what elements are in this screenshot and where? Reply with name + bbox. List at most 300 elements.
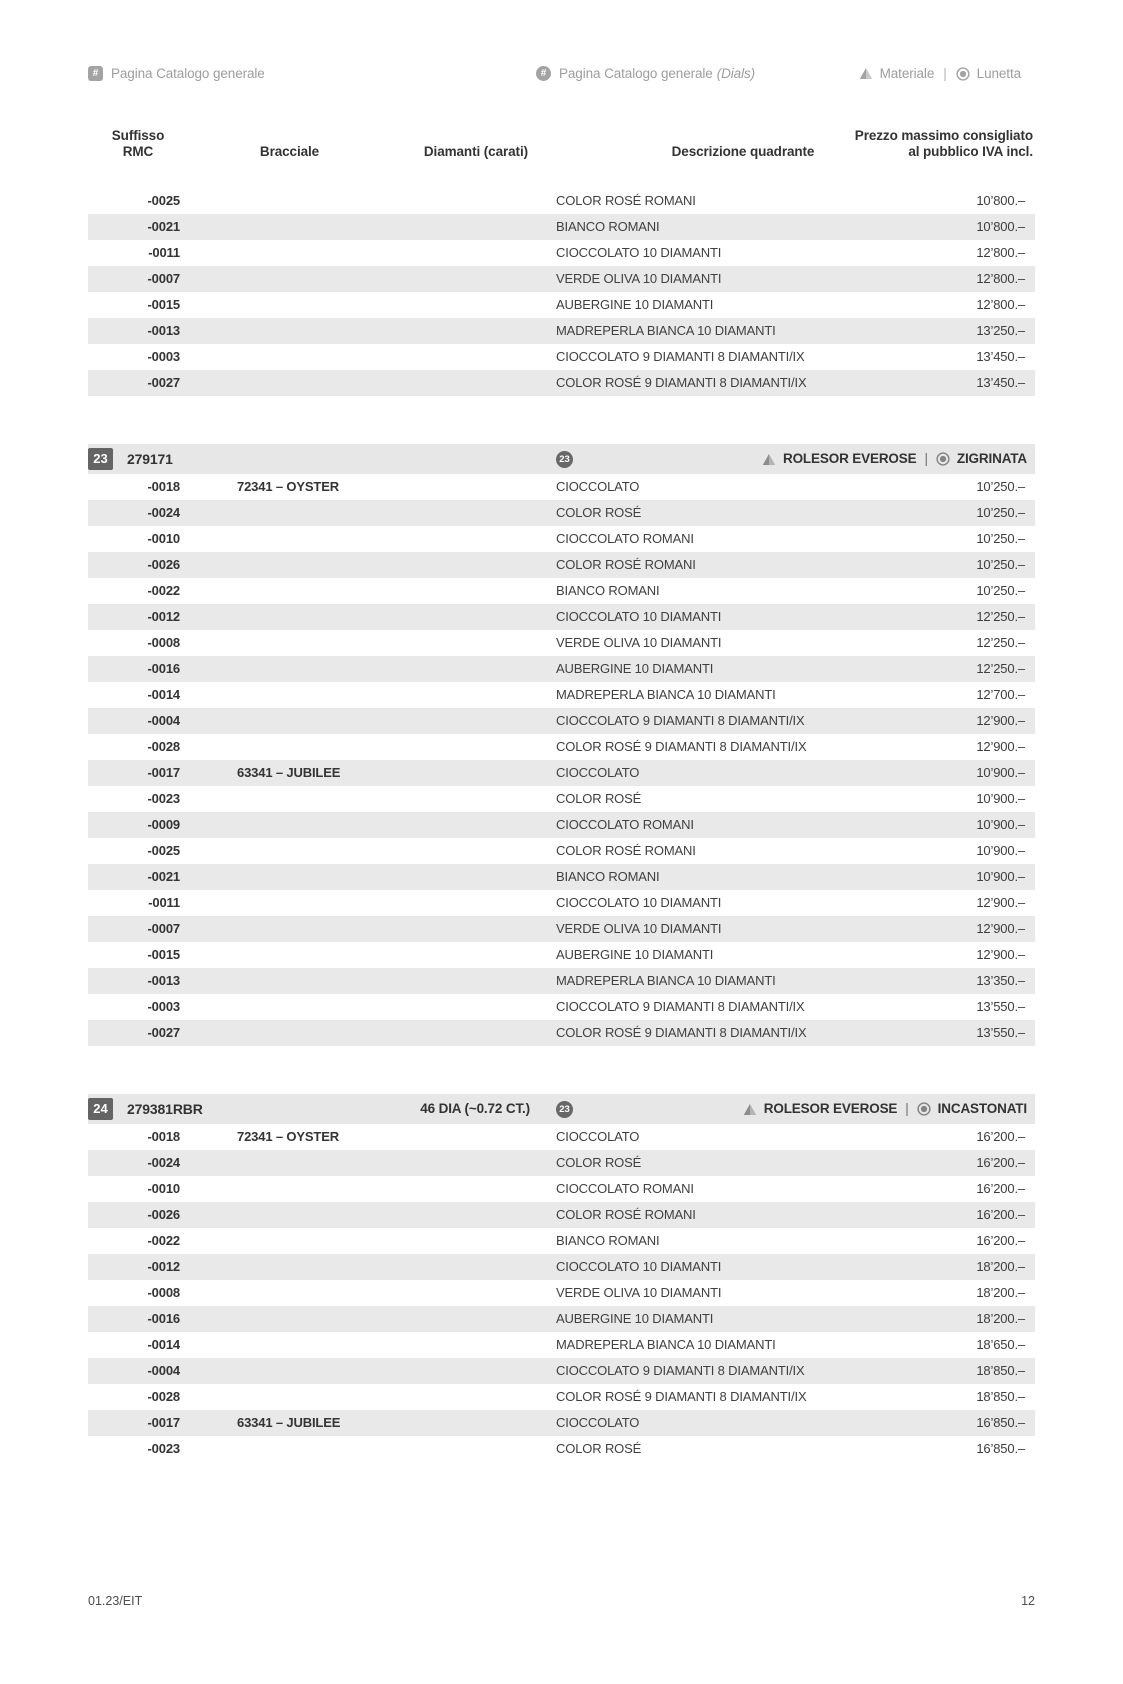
row-suffix-rmc: -0012 xyxy=(147,609,180,624)
row-dial-description: CIOCCOLATO 10 DIAMANTI xyxy=(556,245,722,260)
row-dial-description: CIOCCOLATO ROMANI xyxy=(556,531,694,546)
row-dial-description: BIANCO ROMANI xyxy=(556,583,660,598)
row-bracelet xyxy=(180,188,390,214)
row-bracelet xyxy=(180,526,390,552)
table-row xyxy=(88,1124,1035,1150)
row-suffix-rmc: -0010 xyxy=(147,531,180,546)
table-row xyxy=(88,266,1035,292)
row-diamonds xyxy=(390,916,530,942)
row-bracelet xyxy=(180,1150,390,1176)
row-price: 12’250.– xyxy=(976,609,1025,624)
row-bracelet xyxy=(180,1020,390,1046)
row-price: 10’800.– xyxy=(976,193,1025,208)
row-diamonds xyxy=(390,1254,530,1280)
row-price: 16’200.– xyxy=(976,1233,1025,1248)
row-bracelet xyxy=(180,864,390,890)
material-bezel-separator: | xyxy=(924,451,928,466)
dial-page-number-badge: 23 xyxy=(556,451,573,468)
row-bracelet xyxy=(180,240,390,266)
row-dial-description: COLOR ROSÉ xyxy=(556,791,642,806)
row-dial-description: COLOR ROSÉ 9 DIAMANTI 8 DIAMANTI/IX xyxy=(556,739,807,754)
row-bracelet xyxy=(180,812,390,838)
row-diamonds xyxy=(390,1384,530,1410)
section-header xyxy=(88,444,1035,474)
row-diamonds xyxy=(390,214,530,240)
row-price: 10’250.– xyxy=(976,557,1025,572)
table-row xyxy=(88,734,1035,760)
row-price: 13’450.– xyxy=(976,349,1025,364)
row-bracelet xyxy=(180,578,390,604)
table-row xyxy=(88,656,1035,682)
row-dial-description: CIOCCOLATO 9 DIAMANTI 8 DIAMANTI/IX xyxy=(556,713,805,728)
row-diamonds xyxy=(390,604,530,630)
row-suffix-rmc: -0027 xyxy=(147,1025,180,1040)
row-dial-description: MADREPERLA BIANCA 10 DIAMANTI xyxy=(556,1337,776,1352)
section-rows xyxy=(88,188,1035,396)
row-dial-description: CIOCCOLATO xyxy=(556,479,640,494)
row-suffix-rmc: -0013 xyxy=(147,973,180,988)
row-suffix-rmc: -0017 xyxy=(147,1415,180,1430)
table-row xyxy=(88,1306,1035,1332)
row-price: 13’450.– xyxy=(976,375,1025,390)
row-dial-description: COLOR ROSÉ ROMANI xyxy=(556,193,696,208)
row-suffix-rmc: -0024 xyxy=(147,1155,180,1170)
row-dial-description: VERDE OLIVA 10 DIAMANTI xyxy=(556,635,722,650)
row-bracelet xyxy=(180,916,390,942)
row-price: 16’200.– xyxy=(976,1207,1025,1222)
section-diamonds-carats: 46 DIA (~0.72 CT.) xyxy=(420,1101,530,1116)
row-bracelet xyxy=(180,500,390,526)
row-diamonds xyxy=(390,1150,530,1176)
row-bracelet xyxy=(180,1254,390,1280)
column-header-bracelet: Bracciale xyxy=(259,144,320,159)
row-bracelet xyxy=(180,318,390,344)
row-dial-description: COLOR ROSÉ 9 DIAMANTI 8 DIAMANTI/IX xyxy=(556,375,807,390)
row-price: 12’900.– xyxy=(976,739,1025,754)
footer-page-number: 12 xyxy=(1021,1594,1035,1608)
row-dial-description: CIOCCOLATO 9 DIAMANTI 8 DIAMANTI/IX xyxy=(556,1363,805,1378)
row-diamonds xyxy=(390,708,530,734)
table-row xyxy=(88,1254,1035,1280)
table-row xyxy=(88,1202,1035,1228)
row-price: 10’900.– xyxy=(976,843,1025,858)
row-dial-description: COLOR ROSÉ ROMANI xyxy=(556,557,696,572)
row-bracelet xyxy=(180,1202,390,1228)
table-row xyxy=(88,1332,1035,1358)
row-diamonds xyxy=(390,370,530,396)
row-bracelet xyxy=(180,630,390,656)
row-price: 13’350.– xyxy=(976,973,1025,988)
table-row xyxy=(88,370,1035,396)
row-diamonds xyxy=(390,682,530,708)
material-triangle-icon xyxy=(859,67,873,80)
row-diamonds xyxy=(390,1020,530,1046)
hash-circle-icon: # xyxy=(536,66,551,81)
table-row xyxy=(88,786,1035,812)
row-diamonds xyxy=(390,760,530,786)
row-bracelet xyxy=(180,890,390,916)
nav-catalog-page-dials xyxy=(536,66,755,81)
row-suffix-rmc: -0003 xyxy=(147,349,180,364)
model-section xyxy=(88,1094,1035,1462)
row-dial-description: MADREPERLA BIANCA 10 DIAMANTI xyxy=(556,687,776,702)
table-row xyxy=(88,1176,1035,1202)
row-suffix-rmc: -0022 xyxy=(147,1233,180,1248)
row-diamonds xyxy=(390,864,530,890)
row-diamonds xyxy=(390,266,530,292)
table-row xyxy=(88,526,1035,552)
table-row xyxy=(88,318,1035,344)
row-price: 12’250.– xyxy=(976,661,1025,676)
row-diamonds xyxy=(390,318,530,344)
row-suffix-rmc: -0021 xyxy=(147,219,180,234)
nav-catalog-page xyxy=(88,66,265,81)
table-row xyxy=(88,994,1035,1020)
table-row xyxy=(88,1150,1035,1176)
row-diamonds xyxy=(390,812,530,838)
row-bracelet xyxy=(180,1228,390,1254)
row-suffix-rmc: -0013 xyxy=(147,323,180,338)
row-price: 16’200.– xyxy=(976,1181,1025,1196)
row-suffix-rmc: -0025 xyxy=(147,843,180,858)
row-suffix-rmc: -0023 xyxy=(147,1441,180,1456)
model-section xyxy=(88,444,1035,1046)
row-suffix-rmc: -0012 xyxy=(147,1259,180,1274)
material-triangle-icon xyxy=(743,1103,757,1116)
table-row xyxy=(88,1020,1035,1046)
column-header-suffix-rmc: Suffisso RMC xyxy=(111,128,165,159)
row-price: 12’900.– xyxy=(976,713,1025,728)
row-price: 10’900.– xyxy=(976,817,1025,832)
nav-dials-suffix: (Dials) xyxy=(716,66,756,81)
bezel-label: ZIGRINATA xyxy=(956,451,1027,466)
row-diamonds xyxy=(390,1332,530,1358)
row-price: 18’650.– xyxy=(976,1337,1025,1352)
row-price: 12’900.– xyxy=(976,921,1025,936)
row-price: 10’250.– xyxy=(976,531,1025,546)
section-rows xyxy=(88,1124,1035,1462)
row-bracelet xyxy=(180,968,390,994)
row-bracelet xyxy=(180,604,390,630)
row-diamonds xyxy=(390,292,530,318)
table-row xyxy=(88,942,1035,968)
row-dial-description: COLOR ROSÉ xyxy=(556,505,642,520)
material-label: ROLESOR EVEROSE xyxy=(782,451,917,466)
row-price: 16’850.– xyxy=(976,1441,1025,1456)
row-diamonds xyxy=(390,942,530,968)
row-dial-description: VERDE OLIVA 10 DIAMANTI xyxy=(556,271,722,286)
table-row xyxy=(88,1280,1035,1306)
row-suffix-rmc: -0025 xyxy=(147,193,180,208)
row-price: 16’200.– xyxy=(976,1129,1025,1144)
row-dial-description: AUBERGINE 10 DIAMANTI xyxy=(556,1311,714,1326)
row-diamonds xyxy=(390,1176,530,1202)
row-price: 18’200.– xyxy=(976,1259,1025,1274)
row-dial-description: AUBERGINE 10 DIAMANTI xyxy=(556,947,714,962)
row-price: 12’250.– xyxy=(976,635,1025,650)
row-diamonds xyxy=(390,1124,530,1150)
material-legend-label: Materiale xyxy=(879,66,935,81)
row-suffix-rmc: -0022 xyxy=(147,583,180,598)
row-suffix-rmc: -0028 xyxy=(147,1389,180,1404)
row-price: 10’900.– xyxy=(976,869,1025,884)
row-diamonds xyxy=(390,188,530,214)
section-rows xyxy=(88,474,1035,1046)
section-material-bezel xyxy=(743,1094,1027,1124)
section-material-bezel xyxy=(762,444,1027,474)
row-diamonds xyxy=(390,786,530,812)
row-suffix-rmc: -0004 xyxy=(147,713,180,728)
table-row xyxy=(88,578,1035,604)
row-diamonds xyxy=(390,1306,530,1332)
row-diamonds xyxy=(390,1410,530,1436)
material-label: ROLESOR EVEROSE xyxy=(763,1101,898,1116)
row-bracelet xyxy=(180,838,390,864)
row-bracelet xyxy=(180,1280,390,1306)
table-row xyxy=(88,916,1035,942)
section-rmc-reference: 279381RBR xyxy=(127,1101,203,1117)
row-price: 10’900.– xyxy=(976,765,1025,780)
row-price: 13’550.– xyxy=(976,999,1025,1014)
row-price: 18’850.– xyxy=(976,1389,1025,1404)
table-row xyxy=(88,682,1035,708)
row-bracelet xyxy=(180,682,390,708)
table-row xyxy=(88,708,1035,734)
row-suffix-rmc: -0026 xyxy=(147,557,180,572)
row-price: 18’200.– xyxy=(976,1285,1025,1300)
table-row xyxy=(88,864,1035,890)
section-number-badge: 24 xyxy=(88,1098,113,1120)
row-dial-description: CIOCCOLATO ROMANI xyxy=(556,817,694,832)
row-suffix-rmc: -0007 xyxy=(147,921,180,936)
row-suffix-rmc: -0011 xyxy=(148,895,180,910)
row-dial-description: CIOCCOLATO 9 DIAMANTI 8 DIAMANTI/IX xyxy=(556,349,805,364)
row-dial-description: CIOCCOLATO ROMANI xyxy=(556,1181,694,1196)
row-price: 10’250.– xyxy=(976,479,1025,494)
row-dial-description: VERDE OLIVA 10 DIAMANTI xyxy=(556,1285,722,1300)
row-price: 10’900.– xyxy=(976,791,1025,806)
row-bracelet xyxy=(180,344,390,370)
dial-page-number-badge: 23 xyxy=(556,1101,573,1118)
row-suffix-rmc: -0018 xyxy=(147,1129,180,1144)
table-row xyxy=(88,552,1035,578)
row-dial-description: AUBERGINE 10 DIAMANTI xyxy=(556,297,714,312)
row-diamonds xyxy=(390,1436,530,1462)
nav-separator: | xyxy=(943,66,947,81)
row-suffix-rmc: -0015 xyxy=(147,297,180,312)
price-table xyxy=(88,188,1035,1462)
row-diamonds xyxy=(390,474,530,500)
row-dial-description: CIOCCOLATO 9 DIAMANTI 8 DIAMANTI/IX xyxy=(556,999,805,1014)
row-diamonds xyxy=(390,838,530,864)
section-header xyxy=(88,1094,1035,1124)
top-nav xyxy=(88,66,1035,84)
row-dial-description: BIANCO ROMANI xyxy=(556,869,660,884)
row-suffix-rmc: -0014 xyxy=(147,1337,180,1352)
row-suffix-rmc: -0028 xyxy=(147,739,180,754)
table-row xyxy=(88,630,1035,656)
row-price: 12’700.– xyxy=(976,687,1025,702)
row-dial-description: CIOCCOLATO 10 DIAMANTI xyxy=(556,1259,722,1274)
row-suffix-rmc: -0018 xyxy=(147,479,180,494)
row-diamonds xyxy=(390,734,530,760)
row-price: 12’900.– xyxy=(976,895,1025,910)
hash-square-icon: # xyxy=(88,66,103,81)
column-header-price: Prezzo massimo consigliato al pubblico IVA incl. xyxy=(854,128,1033,159)
row-suffix-rmc: -0027 xyxy=(147,375,180,390)
row-bracelet xyxy=(180,1436,390,1462)
model-section xyxy=(88,188,1035,396)
bezel-icon xyxy=(917,1102,931,1116)
table-row xyxy=(88,214,1035,240)
row-diamonds xyxy=(390,552,530,578)
bezel-label: INCASTONATI xyxy=(937,1101,1027,1116)
row-price: 10’250.– xyxy=(976,583,1025,598)
row-bracelet: 72341 – OYSTER xyxy=(237,1129,339,1144)
row-bracelet: 72341 – OYSTER xyxy=(237,479,339,494)
row-suffix-rmc: -0026 xyxy=(147,1207,180,1222)
row-bracelet xyxy=(180,708,390,734)
row-dial-description: COLOR ROSÉ xyxy=(556,1441,642,1456)
row-bracelet: 63341 – JUBILEE xyxy=(237,765,341,780)
table-row xyxy=(88,812,1035,838)
row-price: 16’850.– xyxy=(976,1415,1025,1430)
row-dial-description: CIOCCOLATO 10 DIAMANTI xyxy=(556,895,722,910)
row-bracelet xyxy=(180,656,390,682)
material-triangle-icon xyxy=(762,453,776,466)
row-diamonds xyxy=(390,994,530,1020)
row-bracelet xyxy=(180,942,390,968)
row-suffix-rmc: -0010 xyxy=(147,1181,180,1196)
table-row xyxy=(88,1410,1035,1436)
row-suffix-rmc: -0004 xyxy=(147,1363,180,1378)
row-dial-description: BIANCO ROMANI xyxy=(556,1233,660,1248)
row-bracelet xyxy=(180,214,390,240)
table-row xyxy=(88,1436,1035,1462)
row-bracelet xyxy=(180,786,390,812)
row-diamonds xyxy=(390,630,530,656)
row-diamonds xyxy=(390,500,530,526)
row-dial-description: COLOR ROSÉ 9 DIAMANTI 8 DIAMANTI/IX xyxy=(556,1025,807,1040)
row-dial-description: COLOR ROSÉ ROMANI xyxy=(556,843,696,858)
table-row xyxy=(88,838,1035,864)
row-bracelet: 63341 – JUBILEE xyxy=(237,1415,341,1430)
row-suffix-rmc: -0016 xyxy=(147,1311,180,1326)
table-row xyxy=(88,188,1035,214)
row-price: 16’200.– xyxy=(976,1155,1025,1170)
section-rmc-reference: 279171 xyxy=(127,451,173,467)
table-row xyxy=(88,1384,1035,1410)
table-row xyxy=(88,1358,1035,1384)
table-row xyxy=(88,604,1035,630)
bezel-legend-label: Lunetta xyxy=(976,66,1021,81)
row-bracelet xyxy=(180,1358,390,1384)
row-diamonds xyxy=(390,968,530,994)
row-suffix-rmc: -0008 xyxy=(147,635,180,650)
row-price: 12’900.– xyxy=(976,947,1025,962)
row-price: 10’250.– xyxy=(976,505,1025,520)
row-bracelet xyxy=(180,1384,390,1410)
row-suffix-rmc: -0016 xyxy=(147,661,180,676)
row-bracelet xyxy=(180,552,390,578)
row-suffix-rmc: -0024 xyxy=(147,505,180,520)
row-dial-description: COLOR ROSÉ ROMANI xyxy=(556,1207,696,1222)
table-row xyxy=(88,1228,1035,1254)
row-price: 13’250.– xyxy=(976,323,1025,338)
row-diamonds xyxy=(390,344,530,370)
row-dial-description: VERDE OLIVA 10 DIAMANTI xyxy=(556,921,722,936)
row-price: 12’800.– xyxy=(976,245,1025,260)
row-diamonds xyxy=(390,240,530,266)
row-dial-description: MADREPERLA BIANCA 10 DIAMANTI xyxy=(556,323,776,338)
row-bracelet xyxy=(180,994,390,1020)
table-column-headers xyxy=(88,114,1035,162)
column-header-dial-description: Descrizione quadrante xyxy=(671,144,815,159)
row-dial-description: AUBERGINE 10 DIAMANTI xyxy=(556,661,714,676)
material-bezel-separator: | xyxy=(905,1101,909,1116)
row-suffix-rmc: -0008 xyxy=(147,1285,180,1300)
row-dial-description: CIOCCOLATO 10 DIAMANTI xyxy=(556,609,722,624)
row-diamonds xyxy=(390,1280,530,1306)
row-suffix-rmc: -0011 xyxy=(148,245,180,260)
column-header-diamonds: Diamanti (carati) xyxy=(423,144,528,159)
row-diamonds xyxy=(390,1202,530,1228)
row-suffix-rmc: -0003 xyxy=(147,999,180,1014)
row-suffix-rmc: -0014 xyxy=(147,687,180,702)
table-row xyxy=(88,500,1035,526)
row-dial-description: CIOCCOLATO xyxy=(556,765,640,780)
row-price: 13’550.– xyxy=(976,1025,1025,1040)
row-suffix-rmc: -0021 xyxy=(147,869,180,884)
nav-catalog-page-label: Pagina Catalogo generale xyxy=(111,66,265,81)
row-bracelet xyxy=(180,1306,390,1332)
table-row xyxy=(88,240,1035,266)
table-row xyxy=(88,760,1035,786)
row-bracelet xyxy=(180,370,390,396)
table-row xyxy=(88,344,1035,370)
row-diamonds xyxy=(390,1358,530,1384)
section-number-badge: 23 xyxy=(88,448,113,470)
row-price: 18’850.– xyxy=(976,1363,1025,1378)
row-suffix-rmc: -0009 xyxy=(147,817,180,832)
row-bracelet xyxy=(180,266,390,292)
row-diamonds xyxy=(390,578,530,604)
table-row xyxy=(88,474,1035,500)
row-diamonds xyxy=(390,1228,530,1254)
row-suffix-rmc: -0023 xyxy=(147,791,180,806)
row-dial-description: MADREPERLA BIANCA 10 DIAMANTI xyxy=(556,973,776,988)
nav-catalog-page-dials-label: Pagina Catalogo generale xyxy=(559,66,713,81)
row-dial-description: COLOR ROSÉ 9 DIAMANTI 8 DIAMANTI/IX xyxy=(556,1389,807,1404)
row-diamonds xyxy=(390,890,530,916)
page-footer xyxy=(88,1594,1035,1608)
row-dial-description: BIANCO ROMANI xyxy=(556,219,660,234)
table-row xyxy=(88,968,1035,994)
row-diamonds xyxy=(390,656,530,682)
footer-edition-code: 01.23/EIT xyxy=(88,1594,143,1608)
row-suffix-rmc: -0017 xyxy=(147,765,180,780)
row-bracelet xyxy=(180,1176,390,1202)
row-price: 10’800.– xyxy=(976,219,1025,234)
row-diamonds xyxy=(390,526,530,552)
bezel-icon xyxy=(936,452,950,466)
row-suffix-rmc: -0015 xyxy=(147,947,180,962)
nav-material-bezel xyxy=(859,66,1021,81)
row-price: 12’800.– xyxy=(976,297,1025,312)
row-dial-description: COLOR ROSÉ xyxy=(556,1155,642,1170)
row-price: 18’200.– xyxy=(976,1311,1025,1326)
table-row xyxy=(88,890,1035,916)
